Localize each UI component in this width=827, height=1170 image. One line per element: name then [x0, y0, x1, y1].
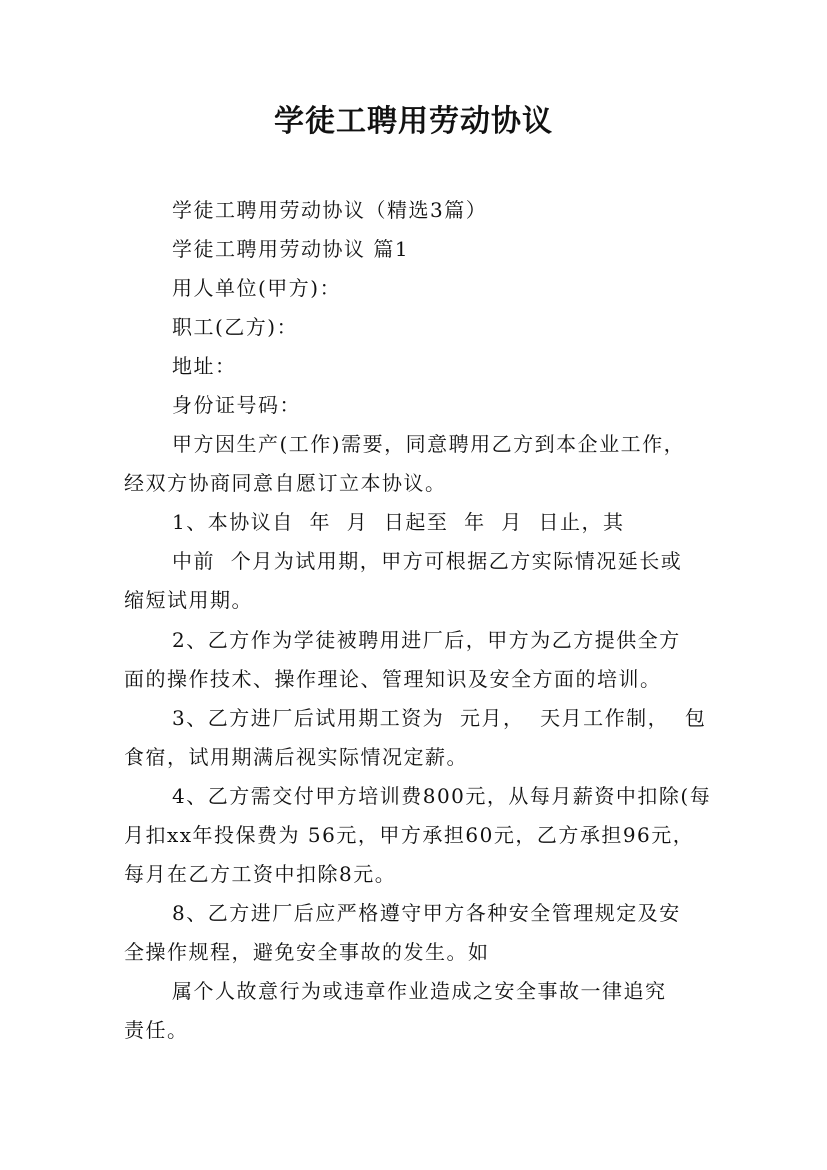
paragraph-line: 月扣xx年投保费为 56元，甲方承担60元，乙方承担96元， [124, 823, 695, 847]
paragraph-line: 4、乙方需交付甲方培训费800元，从每月薪资中扣除(每 [172, 784, 712, 808]
paragraph-line: 学徒工聘用劳动协议（精选3篇） [172, 198, 488, 222]
paragraph-line: 责任。 [124, 1018, 189, 1042]
paragraph-line: 3、乙方进厂后试用期工资为 元月， 天月工作制， 包 [172, 706, 707, 730]
paragraph-line: 8、乙方进厂后应严格遵守甲方各种安全管理规定及安 [172, 901, 681, 925]
paragraph-line: 属个人故意行为或违章作业造成之安全事故一律追究 [172, 979, 667, 1003]
paragraph-line: 中前 个月为试用期，甲方可根据乙方实际情况延长或 [172, 549, 683, 573]
paragraph-line: 学徒工聘用劳动协议 篇1 [172, 237, 410, 261]
paragraph-line: 甲方因生产(工作)需要，同意聘用乙方到本企业工作， [172, 432, 686, 456]
paragraph-line: 身份证号码： [172, 393, 301, 417]
paragraph-line: 用人单位(甲方)： [172, 276, 342, 300]
document-title: 学徒工聘用劳动协议 [274, 104, 553, 139]
paragraph-line: 食宿，试用期满后视实际情况定薪。 [124, 745, 468, 769]
paragraph-line: 职工(乙方)： [172, 315, 299, 339]
paragraph-line: 面的操作技术、操作理论、管理知识及安全方面的培训。 [124, 667, 662, 691]
paragraph-line: 每月在乙方工资中扣除8元。 [124, 862, 397, 886]
paragraph-line: 1、本协议自 年 月 日起至 年 月 日止，其 [172, 510, 625, 534]
paragraph-line: 经双方协商同意自愿订立本协议。 [124, 471, 447, 495]
paragraph-line: 地址： [172, 354, 237, 378]
paragraph-line: 缩短试用期。 [124, 588, 253, 612]
paragraph-line: 全操作规程，避免安全事故的发生。如 [124, 940, 490, 964]
paragraph-line: 2、乙方作为学徒被聘用进厂后，甲方为乙方提供全方 [172, 628, 681, 652]
